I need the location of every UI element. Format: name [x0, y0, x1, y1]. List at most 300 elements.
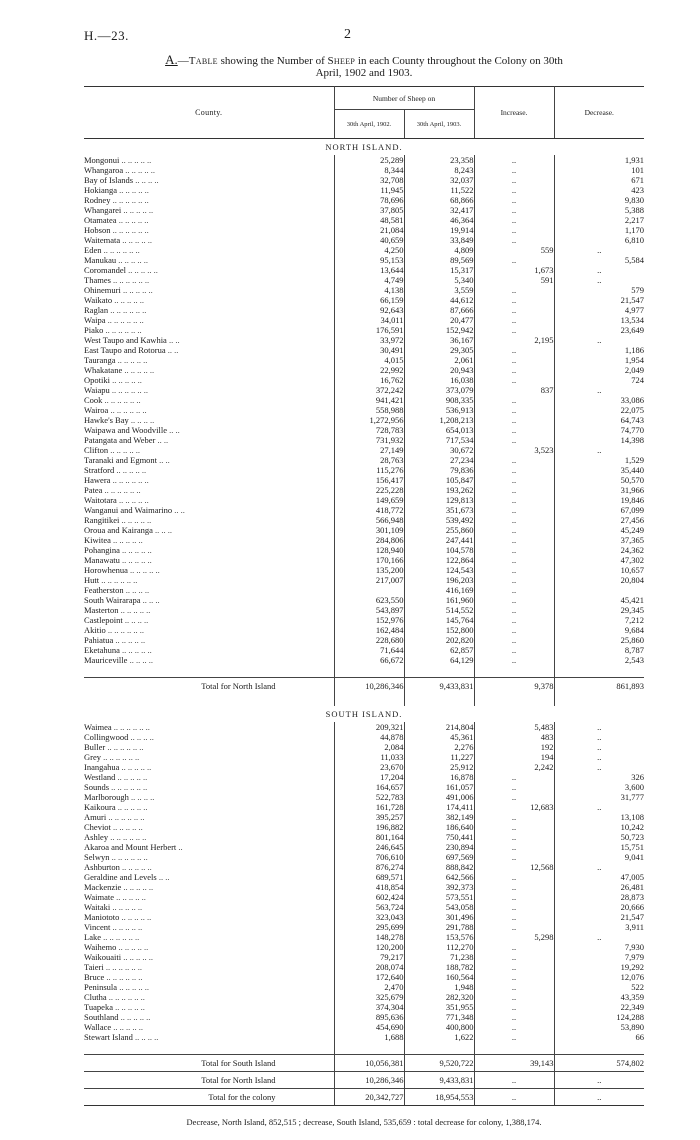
total-row [84, 1072, 644, 1089]
county-name: Ashley [84, 832, 109, 842]
county-name: Rangitikei [84, 515, 120, 525]
spacer-cell [84, 665, 334, 678]
increase-value: 12,568 [474, 862, 554, 872]
decrease-value: .. [554, 862, 644, 872]
county-cell [84, 335, 334, 345]
decrease-value: 50,723 [554, 832, 644, 842]
sheep-1902: 32,708 [334, 175, 404, 185]
leader-dots: .. .. .. .. .. [112, 295, 144, 305]
sheep-1903: 16,878 [404, 772, 474, 782]
sheep-1902: 95,153 [334, 255, 404, 265]
sheep-1902: 4,138 [334, 285, 404, 295]
sheep-1902: 44,878 [334, 732, 404, 742]
county-name: Westland [84, 772, 116, 782]
sheep-1903: 32,417 [404, 205, 474, 215]
table-title [84, 54, 644, 79]
sheep-1902: 284,806 [334, 535, 404, 545]
increase-value: .. [474, 185, 554, 195]
decrease-value: 27,456 [554, 515, 644, 525]
county-name: Hawke's Bay [84, 415, 129, 425]
decrease-value: 45,421 [554, 595, 644, 605]
county-name: Eden [84, 245, 102, 255]
leader-dots: .. .. .. .. [128, 732, 154, 742]
leader-dots: .. .. .. .. .. [119, 555, 152, 565]
leader-dots: .. .. .. [152, 525, 173, 535]
table-row [84, 425, 644, 435]
table-row [84, 565, 644, 575]
sheep-1902: 801,164 [334, 832, 404, 842]
sheep-1902: 16,762 [334, 375, 404, 385]
county-name: Waitemata [84, 235, 121, 245]
leader-dots: .. .. .. .. .. .. [108, 832, 147, 842]
increase-value: .. [474, 605, 554, 615]
leader-dots: .. .. .. .. .. .. [106, 992, 145, 1002]
table-row [84, 155, 644, 165]
sheep-1903: 373,079 [404, 385, 474, 395]
leader-dots: .. .. .. .. .. [115, 802, 148, 812]
increase-value: .. [474, 415, 554, 425]
sheep-1902: 120,200 [334, 942, 404, 952]
county-name: Waitaki [84, 902, 111, 912]
county-cell [84, 225, 334, 235]
table-row [84, 792, 644, 802]
increase-value: .. [474, 255, 554, 265]
county-cell [84, 355, 334, 365]
increase-value: .. [474, 375, 554, 385]
county-name: East Taupo and Rotorua [84, 345, 166, 355]
table-row [84, 1002, 644, 1012]
sheep-1903: 152,942 [404, 325, 474, 335]
decrease-value: 26,481 [554, 882, 644, 892]
leader-dots: .. .. [172, 505, 185, 515]
sheep-1902: 728,783 [334, 425, 404, 435]
increase-value: 837 [474, 385, 554, 395]
increase-value: 1,673 [474, 265, 554, 275]
county-cell [84, 722, 334, 732]
increase-value: .. [474, 565, 554, 575]
increase-value: .. [474, 902, 554, 912]
county-cell [84, 575, 334, 585]
table-row [84, 732, 644, 742]
county-cell [84, 605, 334, 615]
increase-value: .. [474, 295, 554, 305]
county-name: Akaroa and Mount Herbert [84, 842, 177, 852]
increase-value: .. [474, 395, 554, 405]
table-row [84, 932, 644, 942]
county-cell [84, 365, 334, 375]
sheep-1902: 225,228 [334, 485, 404, 495]
table-row [84, 595, 644, 605]
county-name: Buller [84, 742, 106, 752]
county-name: Ohinemuri [84, 285, 121, 295]
increase-value: .. [474, 345, 554, 355]
increase-value: .. [474, 285, 554, 295]
increase-value: .. [474, 455, 554, 465]
sheep-1902: 71,644 [334, 645, 404, 655]
county-name: Selwyn [84, 852, 110, 862]
table-row [84, 515, 644, 525]
table-row [84, 635, 644, 645]
title-table-word: Table [188, 55, 218, 67]
county-name: West Taupo and Kawhia [84, 335, 167, 345]
increase-value: .. [474, 832, 554, 842]
leader-dots: .. .. .. .. .. .. [104, 972, 143, 982]
table-row [84, 902, 644, 912]
county-cell [84, 912, 334, 922]
increase-value: .. [474, 912, 554, 922]
increase-value: .. [474, 655, 554, 665]
leader-dots: .. .. .. .. [128, 792, 155, 802]
county-cell [84, 515, 334, 525]
table-row [84, 195, 644, 205]
decrease-value: 1,931 [554, 155, 644, 165]
sheep-1902: 30,491 [334, 345, 404, 355]
sheep-1903: 771,348 [404, 1012, 474, 1022]
sheep-1902: 454,690 [334, 1022, 404, 1032]
increase-value: .. [474, 305, 554, 315]
decrease-value: 9,041 [554, 852, 644, 862]
county-name: Total for South Island [201, 1058, 276, 1068]
county-name: Otamatea [84, 215, 117, 225]
table-row [84, 1022, 644, 1032]
south-island-heading: SOUTH ISLAND. [325, 709, 403, 719]
county-name: Raglan [84, 305, 109, 315]
county-name: Grey [84, 752, 101, 762]
number-of-sheep-header: Number of Sheep on [334, 87, 474, 110]
leader-dots: .. .. .. .. .. .. [105, 315, 144, 325]
county-name: Inangahua [84, 762, 120, 772]
table-row [84, 375, 644, 385]
spacer-cell [474, 665, 554, 678]
sheep-1902: 208,074 [334, 962, 404, 972]
leader-dots: .. .. .. .. [128, 415, 155, 425]
leader-dots: .. .. .. .. .. .. [105, 742, 144, 752]
leader-dots: .. .. .. .. .. .. [101, 932, 140, 942]
table-row [84, 645, 644, 655]
county-name: Southland [84, 1012, 119, 1022]
sheep-1902: 323,043 [334, 912, 404, 922]
decrease-value: 7,930 [554, 942, 644, 952]
leader-dots: .. .. .. .. .. .. [110, 275, 150, 285]
county-cell [84, 185, 334, 195]
county-name: South Wairarapa [84, 595, 141, 605]
leader-dots: .. .. .. .. .. [121, 952, 153, 962]
sheep-1903: 15,317 [404, 265, 474, 275]
leader-dots: .. .. .. .. .. [119, 545, 152, 555]
increase-value: .. [474, 812, 554, 822]
leader-dots: .. .. .. .. [133, 175, 159, 185]
decrease-value: 25,860 [554, 635, 644, 645]
increase-value: .. [474, 205, 554, 215]
county-cell [84, 295, 334, 305]
sheep-1903: 351,673 [404, 505, 474, 515]
table-row [84, 832, 644, 842]
sheep-1902: 25,289 [334, 155, 404, 165]
county-cell [84, 205, 334, 215]
county-cell [84, 922, 334, 932]
sheep-1902: 295,699 [334, 922, 404, 932]
sheep-1902: 152,976 [334, 615, 404, 625]
title-dash: — [177, 55, 189, 67]
sheep-1903: 122,864 [404, 555, 474, 565]
table-row [84, 655, 644, 665]
leader-dots: .. .. .. .. .. .. [102, 395, 141, 405]
leader-dots: .. .. .. .. .. [110, 902, 143, 912]
sheep-1903: 543,058 [404, 902, 474, 912]
decrease-value: .. [554, 335, 644, 345]
sheep-1902: 79,217 [334, 952, 404, 962]
table-row [84, 465, 644, 475]
county-name: Stratford [84, 465, 115, 475]
leader-dots: .. .. .. .. .. .. [110, 225, 149, 235]
sheep-1902: 156,417 [334, 475, 404, 485]
decrease-value: .. [554, 1089, 644, 1106]
sheep-1902: 228,680 [334, 635, 404, 645]
table-row [84, 812, 644, 822]
leader-dots: .. .. .. .. .. [113, 635, 146, 645]
county-name: Maniototo [84, 912, 120, 922]
leader-dots: .. .. .. .. [132, 1032, 159, 1042]
spacer-cell [84, 694, 334, 706]
county-name: Kaikoura [84, 802, 116, 812]
decrease-value: 101 [554, 165, 644, 175]
increase-value: .. [474, 892, 554, 902]
increase-value: .. [474, 882, 554, 892]
leader-dots: .. .. .. .. .. [119, 155, 152, 165]
leader-dots: .. .. .. .. .. [110, 535, 143, 545]
county-name: Waimate [84, 892, 114, 902]
county-cell [84, 525, 334, 535]
decrease-value: 33,086 [554, 395, 644, 405]
table-row [84, 255, 644, 265]
leader-dots: .. .. .. .. .. .. [110, 475, 149, 485]
decrease-value: 21,547 [554, 295, 644, 305]
decrease-value: 35,440 [554, 465, 644, 475]
increase-value: 2,195 [474, 335, 554, 345]
decrease-value: .. [554, 722, 644, 732]
county-cell [84, 892, 334, 902]
sheep-1903: 145,764 [404, 615, 474, 625]
sheep-1902: 128,940 [334, 545, 404, 555]
increase-value: .. [474, 225, 554, 235]
decrease-value: 6,810 [554, 235, 644, 245]
county-name: Waimea [84, 722, 112, 732]
spacer-row [84, 665, 644, 678]
sheep-1903: 152,800 [404, 625, 474, 635]
increase-value: .. [474, 645, 554, 655]
county-cell [84, 752, 334, 762]
table-row [84, 505, 644, 515]
sheep-1903: 23,358 [404, 155, 474, 165]
spacer-cell [334, 1042, 404, 1055]
decrease-value: .. [554, 1072, 644, 1089]
sheep-1902: 623,550 [334, 595, 404, 605]
title-sheep-word: Sheep [327, 55, 356, 67]
sheep-1902: 78,696 [334, 195, 404, 205]
increase-column-header: Increase. [474, 87, 554, 139]
decrease-value: 579 [554, 285, 644, 295]
decrease-value: 9,830 [554, 195, 644, 205]
county-cell [84, 932, 334, 942]
leader-dots: .. .. .. .. .. .. [103, 325, 142, 335]
table-row [84, 495, 644, 505]
county-name: Mongonui [84, 155, 120, 165]
sheep-1903: 202,820 [404, 635, 474, 645]
county-cell [84, 175, 334, 185]
decrease-value: 7,212 [554, 615, 644, 625]
county-cell [84, 215, 334, 225]
sheep-1903: 1,208,213 [404, 415, 474, 425]
table-row [84, 782, 644, 792]
leader-dots: .. .. .. .. .. [118, 1012, 151, 1022]
county-cell [84, 832, 334, 842]
county-cell [84, 585, 334, 595]
county-cell [84, 165, 334, 175]
table-row [84, 772, 644, 782]
leader-dots: .. .. .. .. .. .. [109, 385, 148, 395]
county-name: Amuri [84, 812, 107, 822]
decrease-value: 74,770 [554, 425, 644, 435]
county-cell [84, 245, 334, 255]
decrease-value: 10,242 [554, 822, 644, 832]
county-name: Collingwood [84, 732, 129, 742]
decrease-value: 8,787 [554, 645, 644, 655]
leader-dots: .. .. .. .. .. [110, 922, 143, 932]
table-row [84, 762, 644, 772]
decrease-value: 13,108 [554, 812, 644, 822]
county-column-header: County. [84, 87, 334, 139]
leader-dots: .. .. .. .. .. [120, 285, 153, 295]
county-cell [84, 485, 334, 495]
leader-dots: .. .. .. .. [123, 585, 150, 595]
county-cell [84, 782, 334, 792]
sheep-1903: 573,551 [404, 892, 474, 902]
sheep-1902: 325,679 [334, 992, 404, 1002]
county-cell [84, 445, 334, 455]
decrease-value: 9,684 [554, 625, 644, 635]
county-name: Whakatane [84, 365, 123, 375]
table-row [84, 1012, 644, 1022]
sheep-1902: 161,728 [334, 802, 404, 812]
county-cell [84, 635, 334, 645]
decrease-value: 45,249 [554, 525, 644, 535]
increase-value: .. [474, 615, 554, 625]
county-name: Hawera [84, 475, 111, 485]
title-text-1: showing the Number of [217, 55, 328, 67]
sheep-1902: 172,640 [334, 972, 404, 982]
increase-value: .. [474, 952, 554, 962]
sheep-1902: 563,724 [334, 902, 404, 912]
sheep-1903: 153,576 [404, 932, 474, 942]
increase-value: 194 [474, 752, 554, 762]
decrease-value: 53,890 [554, 1022, 644, 1032]
sheep-1902: 2,470 [334, 982, 404, 992]
county-cell [84, 615, 334, 625]
increase-value: .. [474, 782, 554, 792]
decrease-value: .. [554, 265, 644, 275]
decrease-value: 671 [554, 175, 644, 185]
county-name: Pohangina [84, 545, 120, 555]
county-cell [84, 345, 334, 355]
sheep-1903: 105,847 [404, 475, 474, 485]
sheep-1902: 1,688 [334, 1032, 404, 1042]
sheep-1903: 64,129 [404, 655, 474, 665]
sheep-1903: 45,361 [404, 732, 474, 742]
county-cell [84, 792, 334, 802]
county-name: Oroua and Kairanga [84, 525, 153, 535]
decrease-value: 5,584 [554, 255, 644, 265]
sheep-1902: 1,272,956 [334, 415, 404, 425]
sheep-1903: 282,320 [404, 992, 474, 1002]
sheep-1903: 4,809 [404, 245, 474, 255]
sheep-1903: 514,552 [404, 605, 474, 615]
sheep-1903: 9,433,831 [404, 678, 474, 695]
county-cell [84, 195, 334, 205]
decrease-value: 7,979 [554, 952, 644, 962]
county-name: Ashburton [84, 862, 120, 872]
sheep-1903: 68,866 [404, 195, 474, 205]
table-row [84, 872, 644, 882]
table-row [84, 575, 644, 585]
increase-value: 559 [474, 245, 554, 255]
leader-dots: .. .. .. .. .. .. [109, 852, 148, 862]
table-row [84, 615, 644, 625]
leader-dots: .. .. [156, 872, 170, 882]
county-cell [84, 315, 334, 325]
leader-dots: .. .. .. .. .. [123, 165, 156, 175]
leader-dots: .. .. .. [140, 595, 160, 605]
county-cell [84, 275, 334, 285]
county-cell [84, 465, 334, 475]
county-name: Hobson [84, 225, 111, 235]
sheep-1902: 22,992 [334, 365, 404, 375]
county-cell [84, 1072, 334, 1089]
sheep-1903: 888,842 [404, 862, 474, 872]
increase-value: .. [474, 1089, 554, 1106]
county-name: Castlepoint [84, 615, 123, 625]
decrease-value: 23,649 [554, 325, 644, 335]
sheep-1902: 566,948 [334, 515, 404, 525]
table-row [84, 435, 644, 445]
county-cell [84, 942, 334, 952]
leader-dots: .. .. .. .. .. [119, 645, 152, 655]
county-name: Kiwitea [84, 535, 111, 545]
sheep-1902: 2,084 [334, 742, 404, 752]
leader-dots: .. .. .. .. .. .. [111, 722, 150, 732]
county-name: Lake [84, 932, 101, 942]
decrease-value: 724 [554, 375, 644, 385]
decrease-value: 3,911 [554, 922, 644, 932]
table-row [84, 545, 644, 555]
sheep-1902: 374,304 [334, 1002, 404, 1012]
table-row [84, 722, 644, 732]
sheep-1903: 2,061 [404, 355, 474, 365]
sheep-1903: 32,037 [404, 175, 474, 185]
county-name: Waiapu [84, 385, 110, 395]
county-name: Waihemo [84, 942, 117, 952]
sheep-1903: 392,373 [404, 882, 474, 892]
county-cell [84, 1002, 334, 1012]
table-row [84, 842, 644, 852]
sheep-1902: 40,659 [334, 235, 404, 245]
county-name: Wanganui and Waimarino [84, 505, 173, 515]
increase-value: .. [474, 325, 554, 335]
leader-dots: .. .. .. .. .. [122, 365, 155, 375]
increase-value: .. [474, 972, 554, 982]
sheep-1903: 161,960 [404, 595, 474, 605]
county-name: Total for North Island [201, 1075, 276, 1085]
county-cell [84, 762, 334, 772]
